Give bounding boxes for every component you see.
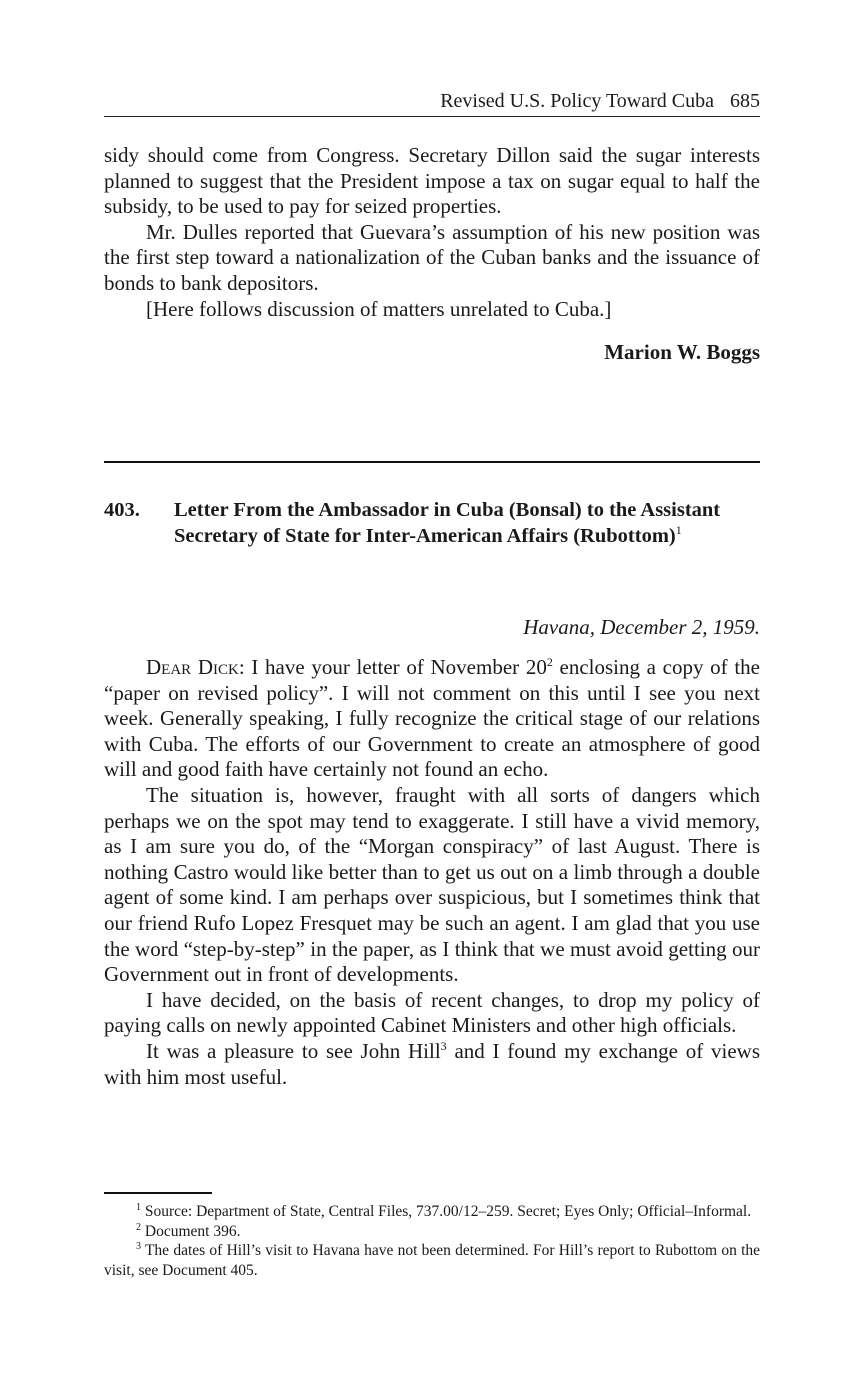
footnote-ref-3: 3 [440,1038,447,1053]
document-number: 403. [104,499,140,521]
letter-p4-text-b: and I found my exchange of views with him most useful. [104,1038,760,1089]
running-head-title: Revised U.S. Policy Toward Cuba [440,90,714,112]
document-heading [104,497,760,549]
footnotes [104,1202,760,1280]
footnote-3 [104,1241,760,1280]
salutation: Dear Dick: [146,655,245,679]
dulles-paragraph: Mr. Dulles reported that Guevara’s assumption of his new position was the first step toward a nationalization of the Cuban banks and the issuance of bonds to bank depositors. [104,219,760,295]
footnote-mark: 1 [136,1201,141,1213]
footnote-2 [104,1222,760,1242]
footnote-rule [104,1192,212,1194]
letter-paragraph-2: The situation is, however, fraught with all sorts of dangers which perhaps we on the spot may tend to exaggerate. I still have a vivid memory, as I am sure you do, of the “Morgan conspiracy” of last August. There is nothing Castro would like better than to get us out on a limb through a double agent of some kind. I am perhaps over suspicious, but I sometimes think that our friend Rufo Lopez Fresquet may be such an agent. I am glad that you use the word “step-by-step” in the paper, as I think that we must avoid getting our Government out in front of developments. [104,782,760,987]
previous-document-text [104,143,760,322]
letter-p4-text-a: It was a pleasure to see John Hill [146,1038,441,1063]
letter-paragraph-3: I have decided, on the basis of recent changes, to drop my policy of paying calls on newly appointed Cabinet Ministers and other high officials. [104,987,760,1038]
footnote-text: Source: Department of State, Central Files, 737.00/12–259. Secret; Eyes Only; Official–Informal. [141,1203,752,1220]
letter-body [104,655,760,1090]
letter-p1-text-a: I have your letter of November 20 [244,655,547,679]
section-divider [104,461,760,463]
footnote-mark: 2 [136,1221,141,1233]
signature: Marion W. Boggs [604,340,760,364]
footnote-ref-1: 1 [675,523,682,538]
document-title: Letter From the Ambassador in Cuba (Bonsal) to the Assistant Secretary of State for Inter-American Affairs (Rubottom) [174,499,721,547]
letter-p1-text-b: enclosing a copy of the “paper on revised policy”. I will not comment on this until I see you next week. Generally speaking, I fully recognize the critical stage of our relations with Cuba. The efforts of our Government to create an atmosphere of good will and good faith have certainly not found an echo. [104,655,760,782]
dateline: Havana, December 2, 1959. [523,615,760,639]
editorial-note: [Here follows discussion of matters unrelated to Cuba.] [146,296,612,321]
footnote-ref-2: 2 [546,655,553,669]
continued-paragraph: sidy should come from Congress. Secretary Dillon said the sugar interests planned to suggest that the President impose a tax on sugar equal to half the subsidy, to be used to pay for seized properties. [104,143,760,219]
running-head [104,88,760,114]
header-rule [104,116,760,117]
footnote-text: Document 396. [141,1222,241,1240]
footnote-mark: 3 [136,1240,141,1252]
page-number: 685 [730,90,760,112]
letter-paragraph-4 [104,1039,760,1090]
footnote-1 [104,1202,760,1222]
footnote-text: The dates of Hill’s visit to Havana have not been determined. For Hill’s report to Rubottom on the visit, see Document 405. [104,1242,760,1279]
document-title-wrap [174,497,760,549]
letter-paragraph-1 [104,655,760,783]
